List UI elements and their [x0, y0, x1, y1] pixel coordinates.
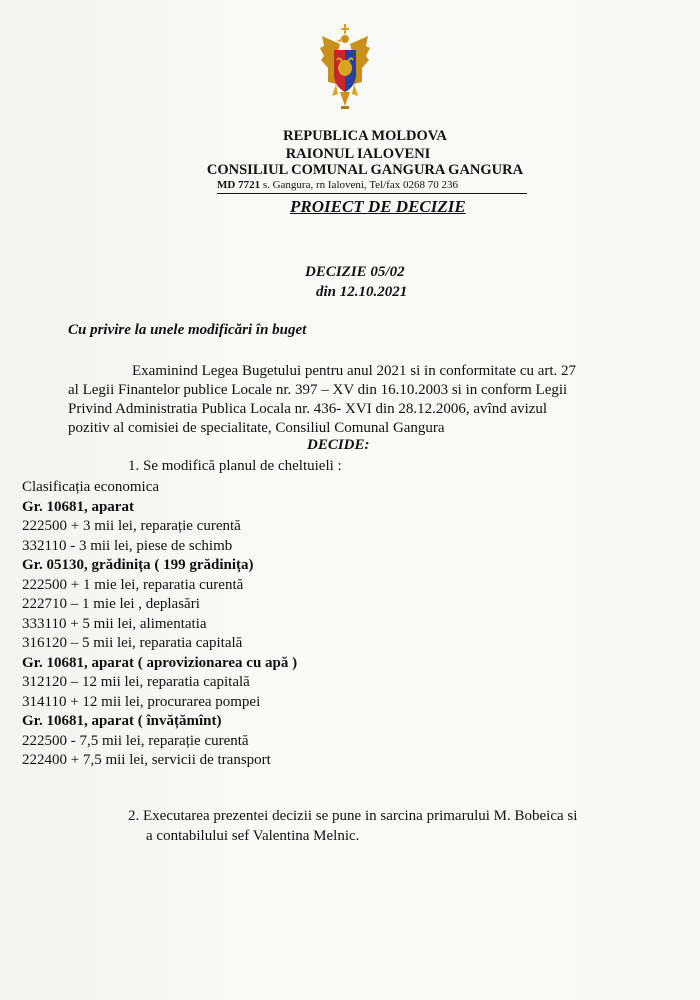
list-item: 222500 + 3 mii lei, reparație curentă [22, 518, 241, 534]
decision-subject: Cu privire la unele modificări în buget [68, 322, 307, 338]
article-2-line: a contabilului sef Valentina Melnic. [146, 828, 360, 844]
list-item: Clasificația economica [22, 479, 160, 495]
header-country: REPUBLICA MOLDOVA [283, 128, 447, 144]
group-heading: Gr. 05130, grădinița ( 199 grădinița) [22, 557, 254, 573]
list-item: 332110 - 3 mii lei, piese de schimb [22, 537, 233, 554]
decision-number: DECIZIE 05/02 [305, 264, 405, 280]
article-2 [128, 806, 668, 846]
header-council: CONSILIUL COMUNAL GANGURA GANGURA [206, 162, 524, 178]
list-item: 222500 + 1 mie lei, reparatia curentă [22, 576, 244, 593]
list-item: 316120 – 5 mii lei, reparatia capitală [22, 635, 243, 651]
decision-date: din 12.10.2021 [316, 284, 408, 300]
list-item: 222400 + 7,5 mii lei, servicii de transport [22, 752, 271, 768]
address-code: MD 7721 [217, 179, 261, 191]
decide-heading: DECIDE: [307, 437, 370, 453]
preamble-paragraph [68, 362, 658, 438]
preamble-line: al Legii Finantelor publice Locale nr. 397 – XV din 16.10.2003 si in conform Legii [68, 382, 568, 398]
preamble-line: Privind Administratia Publica Locala nr. 436- XVI din 28.12.2006, avînd avizul [68, 401, 548, 417]
article-1-heading: 1. Se modifică planul de cheltuieli : [128, 458, 342, 474]
budget-changes-list [22, 478, 682, 771]
list-item: 314110 + 12 mii lei, procurarea pompei [22, 693, 261, 710]
address-details: s. Gangura, rn Ialoveni, Tel/fax 0268 70 236 [260, 179, 458, 191]
group-heading: Gr. 10681, aparat ( învățămînt) [22, 713, 222, 729]
group-heading: Gr. 10681, aparat ( aprovizionarea cu apă ) [22, 654, 298, 671]
list-item: 312120 – 12 mii lei, reparatia capitală [22, 674, 250, 690]
article-2-line: 2. Executarea prezentei decizii se pune in sarcina primarului M. Bobeica si [128, 808, 578, 824]
list-item: 333110 + 5 mii lei, alimentatia [22, 615, 207, 632]
document-type-title: PROIECT DE DECIZIE [290, 197, 466, 216]
group-heading: Gr. 10681, aparat [22, 498, 134, 515]
preamble-line: Examinind Legea Bugetului pentru anul 2021 si in conformitate cu art. 27 [132, 363, 577, 379]
header-district: RAIONUL IALOVENI [285, 146, 431, 162]
preamble-line: pozitiv al comisiei de specialitate, Consiliul Comunal Gangura [68, 420, 445, 436]
list-item: 222710 – 1 mie lei , deplasări [22, 596, 200, 612]
list-item: 222500 - 7,5 mii lei, reparație curentă [22, 732, 249, 749]
header-address [217, 179, 527, 194]
moldova-coat-of-arms-icon [318, 22, 372, 114]
